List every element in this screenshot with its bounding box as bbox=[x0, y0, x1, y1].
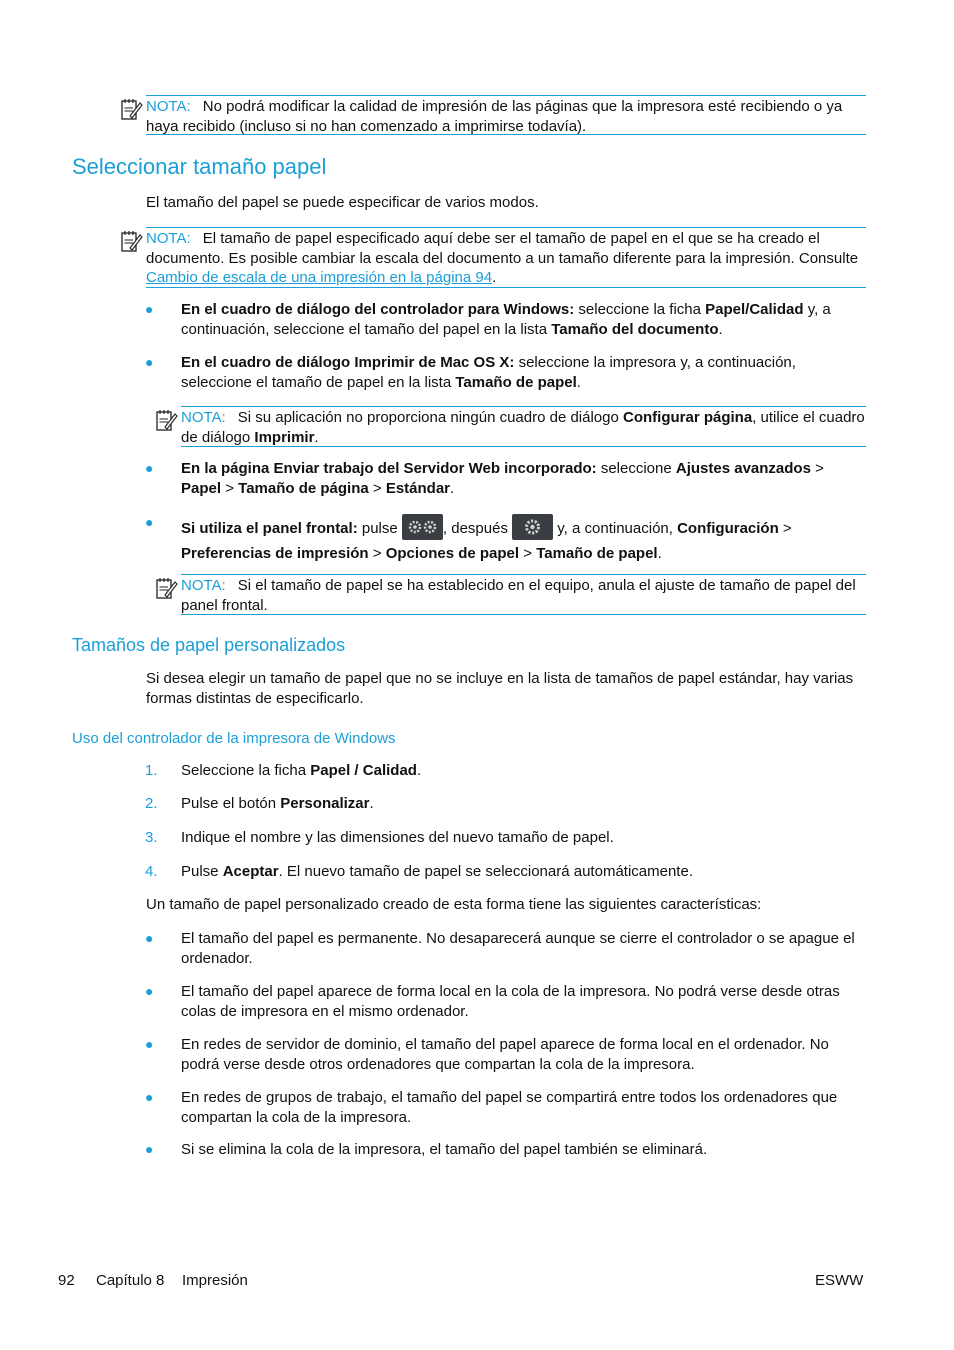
bullet-icon: ● bbox=[145, 514, 154, 530]
step-number: 4. bbox=[145, 863, 158, 880]
bullet-item: Si utiliza el panel frontal: pulse , después y, a continuación, Configuración > Preferencias de impresión > Opciones de papel > Tamaño de papel. bbox=[181, 516, 861, 566]
bullet-icon: ● bbox=[145, 1141, 154, 1157]
bullet-icon: ● bbox=[145, 354, 154, 370]
bullet-icon: ● bbox=[145, 301, 154, 317]
note-label: NOTA: bbox=[181, 409, 226, 426]
bullet-item: En el cuadro de diálogo del controlador para Windows: seleccione la ficha Papel/Calidad y, a continuación, seleccione el tamaño del papel en la lista Tamaño del documento. bbox=[181, 301, 831, 338]
step-item: Seleccione la ficha Papel / Calidad. bbox=[181, 762, 422, 779]
note-icon bbox=[120, 97, 144, 121]
feature-item: El tamaño del papel es permanente. No desaparecerá aunque se cierre el controlador o se apague el ordenador. bbox=[181, 930, 855, 967]
feature-item: En redes de servidor de dominio, el tamaño del papel aparece de forma local en el ordenador. No podrá verse desde otros ordenadores que compartan la cola de la impresora. bbox=[181, 1036, 829, 1073]
note-label: NOTA: bbox=[181, 577, 226, 594]
bullet-icon: ● bbox=[145, 460, 154, 476]
settings-gears-button-icon bbox=[402, 514, 443, 540]
note-icon bbox=[155, 576, 179, 600]
bullet-icon: ● bbox=[145, 983, 154, 999]
note-text: No podrá modificar la calidad de impresión de las páginas que la impresora esté recibiendo o ya haya recibido (incluso si no han comenzado a imprimirse todavía). bbox=[146, 98, 843, 135]
bullet-item: En el cuadro de diálogo Imprimir de Mac OS X: seleccione la impresora y, a continuación, seleccione el tamaño de papel en la lista Tamaño de papel. bbox=[181, 354, 796, 391]
section-title: Seleccionar tamaño papel bbox=[72, 154, 327, 179]
note-label: NOTA: bbox=[146, 98, 191, 115]
footer-chapter: Capítulo 8 bbox=[96, 1272, 165, 1289]
footer-section: Impresión bbox=[182, 1272, 248, 1289]
note-text: Si el tamaño de papel se ha establecido en el equipo, anula el ajuste de tamaño de papel del panel frontal. bbox=[181, 577, 856, 614]
step-item: Indique el nombre y las dimensiones del nuevo tamaño de papel. bbox=[181, 829, 614, 846]
subsubsection-title: Uso del controlador de la impresora de Windows bbox=[72, 730, 396, 747]
feature-item: Si se elimina la cola de la impresora, el tamaño del papel también se eliminará. bbox=[181, 1141, 708, 1158]
bullet-item: En la página Enviar trabajo del Servidor Web incorporado: seleccione Ajustes avanzados > Papel > Tamaño de página > Estándar. bbox=[181, 460, 824, 497]
intro-paragraph: El tamaño del papel se puede especificar de varios modos. bbox=[146, 194, 539, 211]
feature-item: El tamaño del papel aparece de forma local en la cola de la impresora. No podrá verse desde otras colas de impresora en el mismo ordenador. bbox=[181, 983, 840, 1020]
bullet-icon: ● bbox=[145, 1089, 154, 1105]
note-icon bbox=[120, 229, 144, 253]
features-intro: Un tamaño de papel personalizado creado de esta forma tiene las siguientes características: bbox=[146, 896, 762, 913]
gear-icon bbox=[512, 514, 553, 540]
note-box bbox=[146, 95, 866, 135]
cross-reference-link[interactable]: Cambio de escala de una impresión en la página 94 bbox=[146, 269, 493, 286]
bullet-icon: ● bbox=[145, 1036, 154, 1052]
feature-item: En redes de grupos de trabajo, el tamaño del papel se compartirá entre todos los ordenadores que compartan la cola de la impresora. bbox=[181, 1089, 838, 1126]
bullet-icon: ● bbox=[145, 930, 154, 946]
note-box bbox=[181, 574, 866, 615]
step-item: Pulse Aceptar. El nuevo tamaño de papel se seleccionará automáticamente. bbox=[181, 863, 693, 880]
step-number: 3. bbox=[145, 829, 158, 846]
step-item: Pulse el botón Personalizar. bbox=[181, 795, 374, 812]
step-number: 1. bbox=[145, 762, 158, 779]
note-icon bbox=[155, 408, 179, 432]
note-label: NOTA: bbox=[146, 230, 191, 247]
note-text: El tamaño de papel especificado aquí debe ser el tamaño de papel en el que se ha creado el documento. Es posible cambiar la escala del documento a un tamaño diferente para la impresión. Consulte bbox=[146, 230, 859, 267]
note-box: NOTA: El tamaño de papel especificado aquí debe ser el tamaño de papel en el que se ha creado el documento. Es posible cambiar la escala del documento a un tamaño diferente para la impresión. Consulte Cambio de escala de una impresión en la página 94. bbox=[146, 227, 866, 288]
subsection-intro: Si desea elegir un tamaño de papel que no se incluye en la lista de tamaños de papel estándar, hay varias formas distintas de especificarlo. bbox=[146, 670, 854, 707]
subsection-title: Tamaños de papel personalizados bbox=[72, 635, 346, 655]
footer-page-number: 92 bbox=[58, 1272, 75, 1289]
footer-right: ESWW bbox=[815, 1272, 864, 1289]
note-box: NOTA: Si su aplicación no proporciona ningún cuadro de diálogo Configurar página, utilice el cuadro de diálogo Imprimir. bbox=[181, 406, 866, 447]
step-number: 2. bbox=[145, 795, 158, 812]
